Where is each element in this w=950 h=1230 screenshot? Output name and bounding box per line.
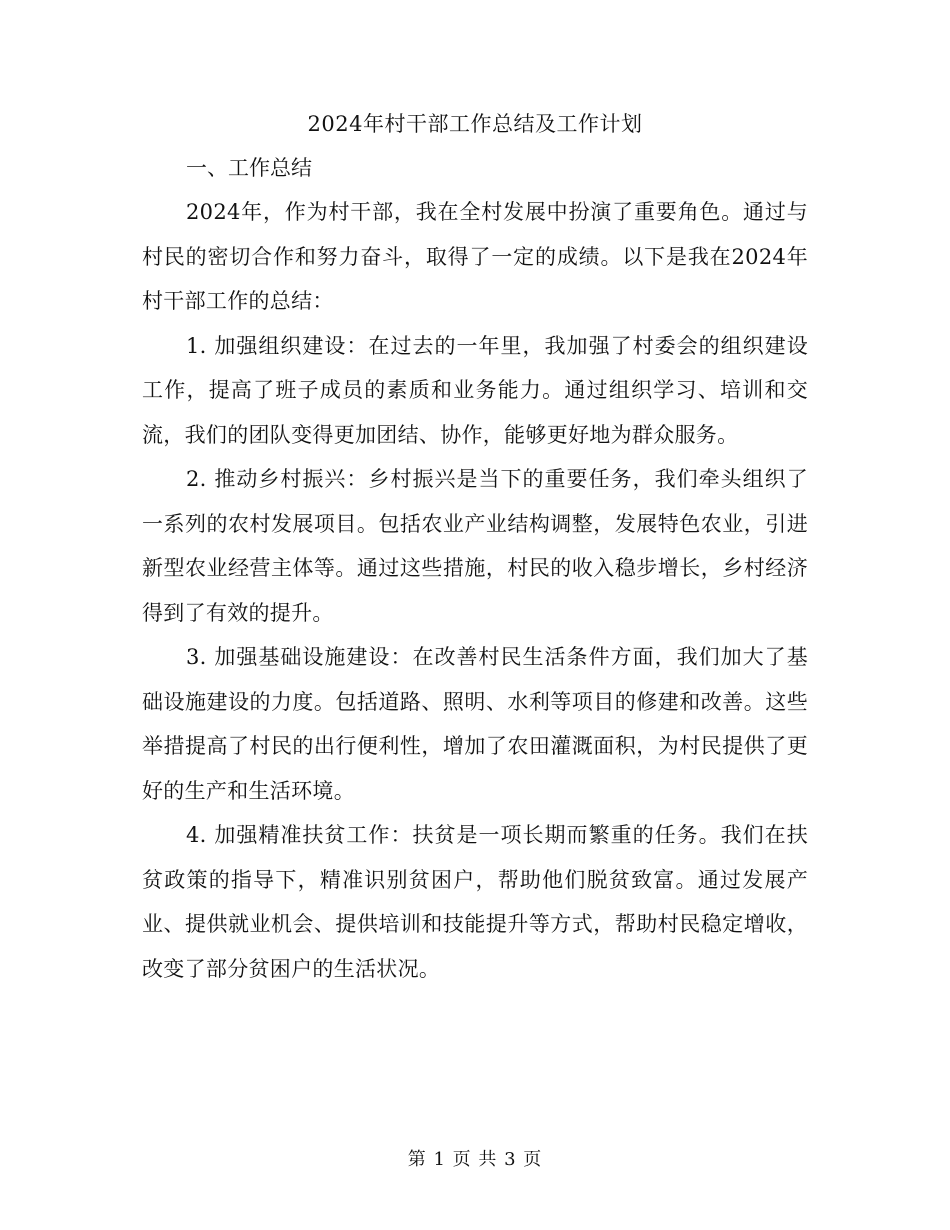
page-indicator: 第 1 页 共 3 页 [407, 1149, 543, 1170]
document-body [142, 102, 808, 991]
document-title: 2024年村干部工作总结及工作计划 [307, 112, 643, 136]
paragraph-item-4: 4. 加强精准扶贫工作：扶贫是一项长期而繁重的任务。我们在扶贫政策的指导下，精准识别贫困户，帮助他们脱贫致富。通过发展产业、提供就业机会、提供培训和技能提升等方式，帮助村民稳定增收，改变了部分贫困户的生活状况。 [142, 823, 808, 981]
paragraph-item-3: 3. 加强基础设施建设：在改善村民生活条件方面，我们加大了基础设施建设的力度。包括道路、照明、水利等项目的修建和改善。这些举措提高了村民的出行便利性，增加了农田灌溉面积，为村民提供了更好的生产和生活环境。 [142, 645, 808, 803]
page-footer [0, 1146, 950, 1174]
paragraph-item-2: 2. 推动乡村振兴：乡村振兴是当下的重要任务，我们牵头组织了一系列的农村发展项目。包括农业产业结构调整，发展特色农业，引进新型农业经营主体等。通过这些措施，村民的收入稳步增长，乡村经济得到了有效的提升。 [142, 467, 808, 625]
paragraph-intro: 2024年，作为村干部，我在全村发展中扮演了重要角色。通过与村民的密切合作和努力奋斗，取得了一定的成绩。以下是我在2024年村干部工作的总结： [142, 200, 808, 313]
paragraph-item-1: 1. 加强组织建设：在过去的一年里，我加强了村委会的组织建设工作，提高了班子成员的素质和业务能力。通过组织学习、培训和交流，我们的团队变得更加团结、协作，能够更好地为群众服务。 [142, 333, 808, 447]
section-heading: 一、工作总结 [186, 156, 312, 180]
